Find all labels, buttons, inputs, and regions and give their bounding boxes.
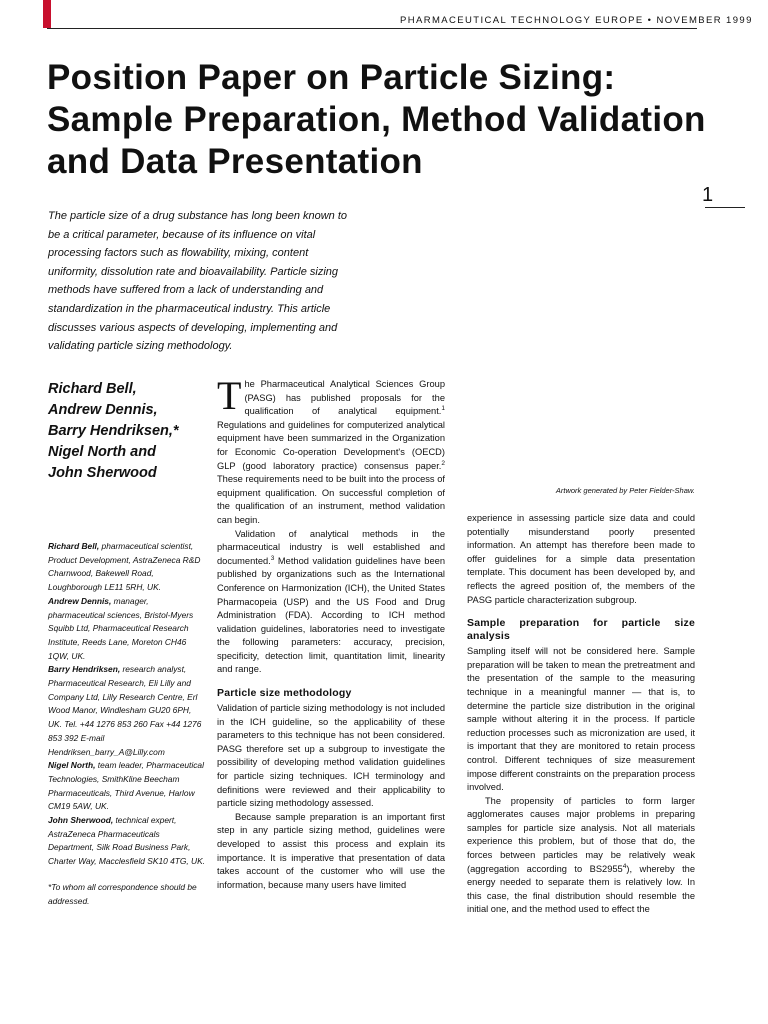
affiliation-name: John Sherwood,	[48, 815, 114, 826]
affiliation-name: Nigel North,	[48, 760, 96, 771]
paragraph-text: he Pharmaceutical Analytical Sciences Group (PASG) has published proposals for the qualification of analytical equipment.	[244, 379, 445, 417]
paragraph-text: These requirements need to be built into the process of equipment qualification. On successful completion of the qualification of an instrument, method validation can begin.	[217, 474, 445, 525]
body-paragraph: Validation of particle sizing methodology is not included in the ICH guideline, so the applicability of these parameters to this technique has not been considered. PASG therefore set up a subgroup to investigate the possibility of developing method validation guidelines for particle sizing techniques. ICH terminology and definitions were reviewed and their applicability to particle sizing methodology assessed.	[217, 703, 445, 809]
affiliation-name: Barry Hendriksen,	[48, 664, 121, 675]
affiliation-details: research analyst, Pharmaceutical Research, Eli Lilly and Company Ltd, Lilly Research Centre, Erl Wood Manor, Windlesham GU20 6PH, UK. Tel. +44 1276 853 260 Fax +44 1276 853 392 E-mail Hendriksen_barry_A@Lilly.com	[48, 664, 202, 757]
paragraph-text: Method validation guidelines have been published by organizations such as the International Conference on Harmonization (ICH), the United States Pharmacopeia (USP) and the US Food and Drug Administration (FDA). According to ICH method validation guidelines, laboratories need to investigate the following parameters: accuracy, precision, specificity, detection limit, quantitation limit, linearity and range.	[217, 555, 445, 675]
reference-marker: 1	[441, 405, 445, 413]
affiliation-details: pharmaceutical scientist, Product Development, AstraZeneca R&D Charnwood, Bakewell Road, Loughborough LE11 5RH, UK.	[48, 541, 201, 593]
affiliation-details: technical expert, AstraZeneca Pharmaceuticals Department, Silk Road Business Park, Charter Way, Macclesfield SK10 4TG, UK.	[48, 815, 206, 867]
body-paragraph	[467, 795, 695, 917]
body-column-2	[467, 512, 695, 917]
author-name: Richard Bell,	[48, 381, 137, 397]
author-list	[48, 379, 208, 484]
reference-marker: 4	[622, 862, 627, 870]
running-header: PHARMACEUTICAL TECHNOLOGY EUROPE • NOVEMBER 1999	[400, 15, 753, 26]
section-heading: Particle size methodology	[217, 687, 352, 700]
author-name: John Sherwood	[48, 465, 157, 481]
paragraph-text: The propensity of particles to form larger agglomerates causes major problems in preparing samples for particle size analysis. Not all materials experience this problem, but of those that do, the forces between particles may be relatively weak (aggregation according to BS2955	[467, 795, 695, 874]
affiliation-details: team leader, Pharmaceutical Technologies, SmithKline Beecham Pharmaceuticals, Third Avenue, Harlow CM19 5AW, UK.	[48, 760, 204, 812]
affiliation-details: manager, pharmaceutical sciences, Bristol-Myers Squibb Ltd, Pharmaceutical Research Institute, Reeds Lane, Moreton CH46 1QW, UK.	[48, 595, 194, 661]
body-paragraph: experience in assessing particle size data and could potentially misunderstand poorly presented information. An attempt has therefore been made to offer guidelines for a simple data presentation template. This document has been developed by, and reflects the agreed position of, the members of the PASG particle characterization subgroup.	[467, 513, 695, 605]
affiliation-entry	[48, 759, 206, 814]
affiliation-entry	[48, 595, 206, 664]
correspondence-note: *To whom all correspondence should be addressed.	[48, 881, 197, 906]
author-affiliations	[48, 540, 206, 908]
body-column-1	[217, 373, 445, 892]
page-number: 1	[702, 184, 714, 206]
section-heading: Sample preparation for particle size analysis	[467, 617, 695, 643]
author-name: Nigel North and	[48, 444, 156, 460]
reference-marker: 2	[441, 459, 445, 467]
artwork-credit: Artwork generated by Peter Fielder-Shaw.	[555, 486, 695, 495]
body-paragraph: Because sample preparation is an important first step in any particle sizing method, guidelines were developed to assist this process and explain its importance. It is imperative that presentation of data takes account of the customer who will use the information, because many users have limited	[217, 811, 445, 890]
body-paragraph	[217, 528, 445, 678]
paragraph-text: Regulations and guidelines for computerized analytical equipment have been summarized in the Organization for Economic Co-operation Development's (OECD) GLP (good laboratory practice) consensus paper.	[217, 419, 445, 471]
article-title: Position Paper on Particle Sizing: Sample Preparation, Method Validation and Data Presentation	[47, 58, 706, 181]
paragraph-text: ), whereby the energy needed to separate them is relatively low. In this case, the final distribution should resemble the initial one, and the method used to effect the	[467, 863, 695, 915]
drop-cap: T	[217, 373, 242, 418]
affiliation-name: Andrew Dennis,	[48, 595, 112, 606]
intro-paragraph	[217, 373, 445, 528]
body-paragraph: Sampling itself will not be considered here. Sample preparation will be taken to mean the pretreatment and the presentation of the sample to the measuring technique in a meaningful manner — that is, to determine the particle size distribution in the original sample without altering it in the process. If particle reduction processes such as micronization are used, it is important that they are monitored to retain process control. Different techniques of size measurement impose different constraints on the preparation process involved.	[467, 646, 695, 793]
author-name: Barry Hendriksen,*	[48, 423, 179, 439]
reference-marker: 3	[270, 554, 275, 562]
page-number-rule	[705, 207, 745, 208]
affiliation-name: Richard Bell,	[48, 541, 100, 551]
affiliation-entry	[48, 814, 206, 869]
paragraph-text: Validation of analytical methods in the pharmaceutical industry is well established and documented.	[217, 528, 445, 566]
affiliation-entry	[48, 663, 206, 759]
abstract: The particle size of a drug substance has long been known to be a critical parameter, because of its influence on vital processing factors such as flowability, mixing, content uniformity, dissolution rate and bioavailability. Particle sizing methods have suffered from a lack of understanding and standardization in the pharmaceutical industry. This article discusses various aspects of developing, implementing and validating particle sizing methodology.	[48, 210, 348, 353]
author-name: Andrew Dennis,	[48, 402, 158, 418]
header-rule	[47, 28, 697, 29]
affiliation-entry	[48, 540, 206, 595]
journal-color-tab	[43, 0, 51, 28]
